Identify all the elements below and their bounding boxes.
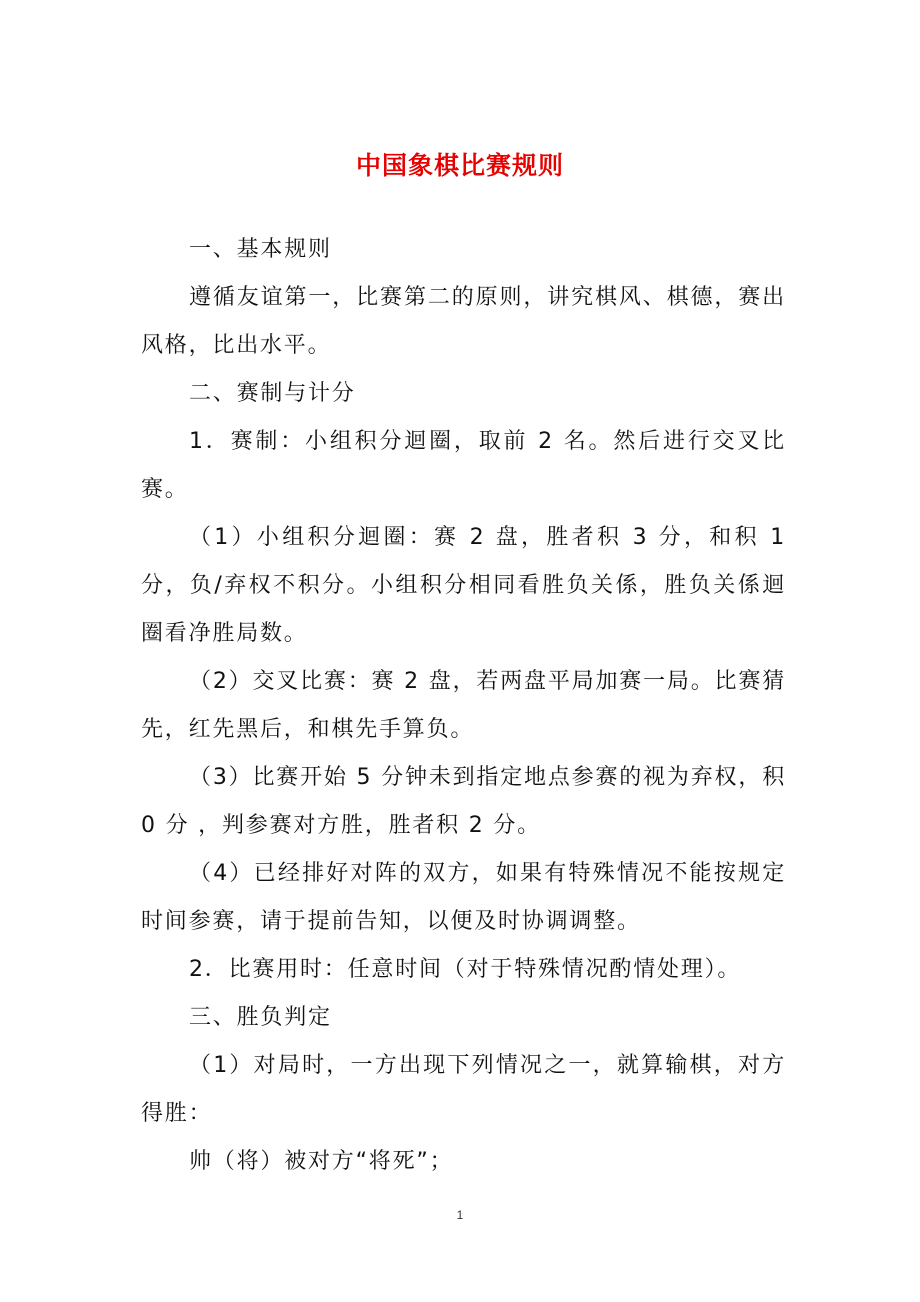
document-body bbox=[141, 226, 786, 1186]
paragraph-schedule-notice: （4）已经排好对阵的双方，如果有特殊情况不能按规定时间参赛，请于提前告知，以便及时协调调整。 bbox=[141, 861, 786, 934]
paragraph-principle: 遵循友谊第一，比赛第二的原则，讲究棋风、棋德，赛出风格，比出水平。 bbox=[141, 285, 786, 358]
paragraph-group-round-robin: （1）小组积分迴圈：赛 2 盘，胜者积 3 分，和积 1 分，负/弃权不积分。小组积分相同看胜负关係，胜负关係迴圈看净胜局数。 bbox=[141, 525, 786, 646]
paragraph-cross-match: （2）交叉比赛：赛 2 盘，若两盘平局加赛一局。比赛猜先，红先黑后，和棋先手算负。 bbox=[141, 669, 786, 742]
section-heading-win-loss: 三、胜负判定 bbox=[189, 1005, 332, 1030]
section-heading-format-scoring: 二、赛制与计分 bbox=[189, 381, 356, 406]
document-title: 中国象棋比赛规则 bbox=[355, 151, 564, 180]
paragraph-format: 1．赛制：小组积分迴圈，取前 2 名。然后进行交叉比赛。 bbox=[141, 429, 786, 502]
paragraph-loss-conditions: （1）对局时，一方出现下列情况之一，就算输棋，对方得胜： bbox=[141, 1053, 786, 1126]
paragraph-checkmate: 帅（将）被对方“将死”； bbox=[189, 1149, 454, 1174]
page-number: 1 bbox=[456, 1208, 464, 1222]
paragraph-forfeit: （3）比赛开始 5 分钟未到指定地点参赛的视为弃权，积 0 分 ，判参赛对方胜，胜者积 2 分。 bbox=[141, 765, 786, 838]
paragraph-time-control: 2．比赛用时：任意时间（对于特殊情况酌情处理）。 bbox=[189, 957, 742, 982]
section-heading-basic-rules: 一、基本规则 bbox=[189, 237, 332, 262]
